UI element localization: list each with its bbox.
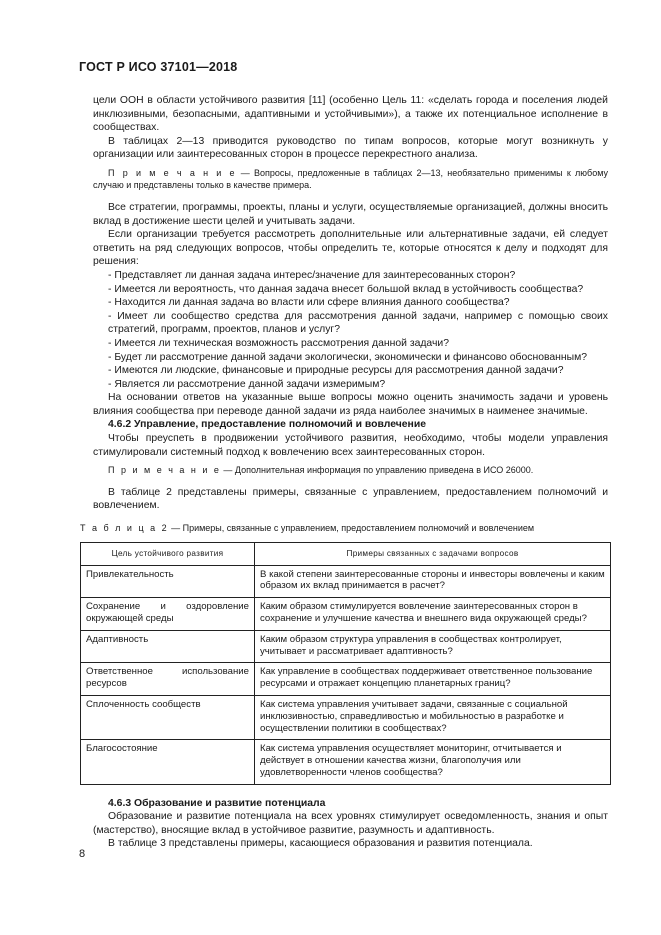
table-cell-goal: Благосостояние <box>81 740 255 784</box>
question-list <box>93 269 608 391</box>
examples-table <box>80 542 611 785</box>
table-caption-label: Т а б л и ц а 2 <box>80 522 169 533</box>
table-row <box>81 695 611 739</box>
note <box>93 167 608 192</box>
page-number: 8 <box>79 848 86 860</box>
paragraph: Чтобы преуспеть в продвижении устойчивого развития, необходимо, чтобы модели управления стимулировали системный подход к вовлечению всех заинтересованных сторон. <box>93 433 608 458</box>
table-cell-goal: Сохранение и оздоровление окружающей среды <box>81 598 255 631</box>
table-row <box>81 598 611 631</box>
table-cell-question: Как управление в сообществах поддерживает ответственное пользование ресурсами и отражает концепцию планетарных границ? <box>255 663 611 696</box>
list-item: - Представляет ли данная задача интерес/значение для заинтересованных сторон? <box>108 269 516 281</box>
list-item: - Находится ли данная задача во власти или сфере влияния данного сообщества? <box>108 297 510 309</box>
list-item: - Будет ли рассмотрение данной задачи экологически, экономически и финансово обоснованным? <box>108 351 588 363</box>
column-header: Цель устойчивого развития <box>81 542 255 565</box>
table-cell-question: Каким образом структура управления в сообществах контролирует, учитывает и рассматривает адаптивность? <box>255 630 611 663</box>
table-caption-text: — Примеры, связанные с управлением, предоставлением полномочий и вовлечением <box>168 522 535 533</box>
table-cell-question: В какой степени заинтересованные стороны и инвесторы вовлечены и каким образом их вклад принимается в расчет? <box>255 565 611 598</box>
table-row <box>81 663 611 696</box>
page-content <box>80 94 609 851</box>
table-caption <box>80 522 608 536</box>
table-cell-goal: Сплоченность сообществ <box>81 695 255 739</box>
paragraph: В таблицах 2—13 приводится руководство по типам вопросов, которые могут возникнуть у организации или заинтересованных сторон в процессе перекрестного анализа. <box>93 135 608 161</box>
table-cell-goal: Ответственное использование ресурсов <box>81 663 255 696</box>
paragraph: Если организации требуется рассмотреть дополнительные или альтернативные задачи, ей следует ответить на ряд следующих вопросов, чтобы определить те, которые относятся к делу и подходят для решения: <box>93 229 608 268</box>
paragraph: В таблице 3 представлены примеры, касающиеся образования и развития потенциала. <box>108 838 533 850</box>
spacer <box>93 785 608 797</box>
list-item: - Имеется ли техническая возможность рассмотрения данной задачи? <box>108 337 449 349</box>
section-heading-4-6-3: 4.6.3 Образование и развитие потенциала <box>108 797 326 809</box>
table-row <box>81 630 611 663</box>
note-text: — Вопросы, предложенные в таблицах 2—13, необязательно применимы к любому случаю и представлены только в качестве примера. <box>93 167 609 191</box>
paragraph: На основании ответов на указанные выше вопросы можно оценить значимость задачи и уровень влияния сообщества при переводе данной задачи из ряда наиболее значимых в наименее значимые. <box>93 392 608 417</box>
paragraph: Образование и развитие потенциала на всех уровнях стимулирует осведомленность, знания и опыт (мастерство), вносящие вклад в устойчивое развитие, разумность и адаптивность. <box>93 811 608 836</box>
note-text: — Дополнительная информация по управлению приведена в ИСО 26000. <box>220 465 534 476</box>
section-heading-4-6-2: 4.6.2 Управление, предоставление полномочий и вовлечение <box>108 419 426 431</box>
note-label: П р и м е ч а н и е <box>108 465 221 476</box>
document-header: ГОСТ Р ИСО 37101—2018 <box>79 60 238 74</box>
paragraph: Все стратегии, программы, проекты, планы и услуги, осуществляемые организацией, должны вносить вклад в достижение шести целей и учитывать задачи. <box>93 201 608 227</box>
table-header-row <box>81 542 611 565</box>
list-item: - Имеются ли людские, финансовые и природные ресурсы для рассмотрения данной задачи? <box>108 365 564 377</box>
table-row <box>81 565 611 598</box>
paragraph: цели ООН в области устойчивого развития [11] (особенно Цель 11: «сделать города и поселения людей инклюзивными, безопасными, адаптивными и устойчивыми»), а также их потенциальное исполнение в сообществах. <box>93 95 608 134</box>
note-label: П р и м е ч а н и е <box>108 167 237 178</box>
table-cell-goal: Адаптивность <box>81 630 255 663</box>
paragraph: В таблице 2 представлены примеры, связанные с управлением, предоставлением полномочий и вовлечением. <box>93 486 608 512</box>
table-cell-question: Как система управления осуществляет мониторинг, отчитывается и действует в отношении качества жизни, благополучия или удовлетворенности членов сообщества? <box>255 740 611 784</box>
column-header: Примеры связанных с задачами вопросов <box>255 542 611 565</box>
table-cell-question: Как система управления учитывает задачи, связанные с социальной инклюзивностью, справедливостью и мобильностью в разработке и осуществлении политики в сообществах? <box>255 695 611 739</box>
table-row <box>81 740 611 784</box>
list-item: - Является ли рассмотрение данной задачи измеримым? <box>108 378 386 390</box>
note <box>93 464 608 477</box>
table-cell-question: Каким образом стимулируется вовлечение заинтересованных сторон в сохранение и улучшение качества и внешнего вида окружающей среды? <box>255 598 611 631</box>
list-item: - Имеется ли вероятность, что данная задача внесет большой вклад в устойчивость сообщества? <box>108 283 584 295</box>
table-cell-goal: Привлекательность <box>81 565 255 598</box>
list-item: - Имеет ли сообщество средства для рассмотрения данной задачи, например с помощью своих стратегий, программ, проектов, планов и услуг? <box>108 310 608 336</box>
